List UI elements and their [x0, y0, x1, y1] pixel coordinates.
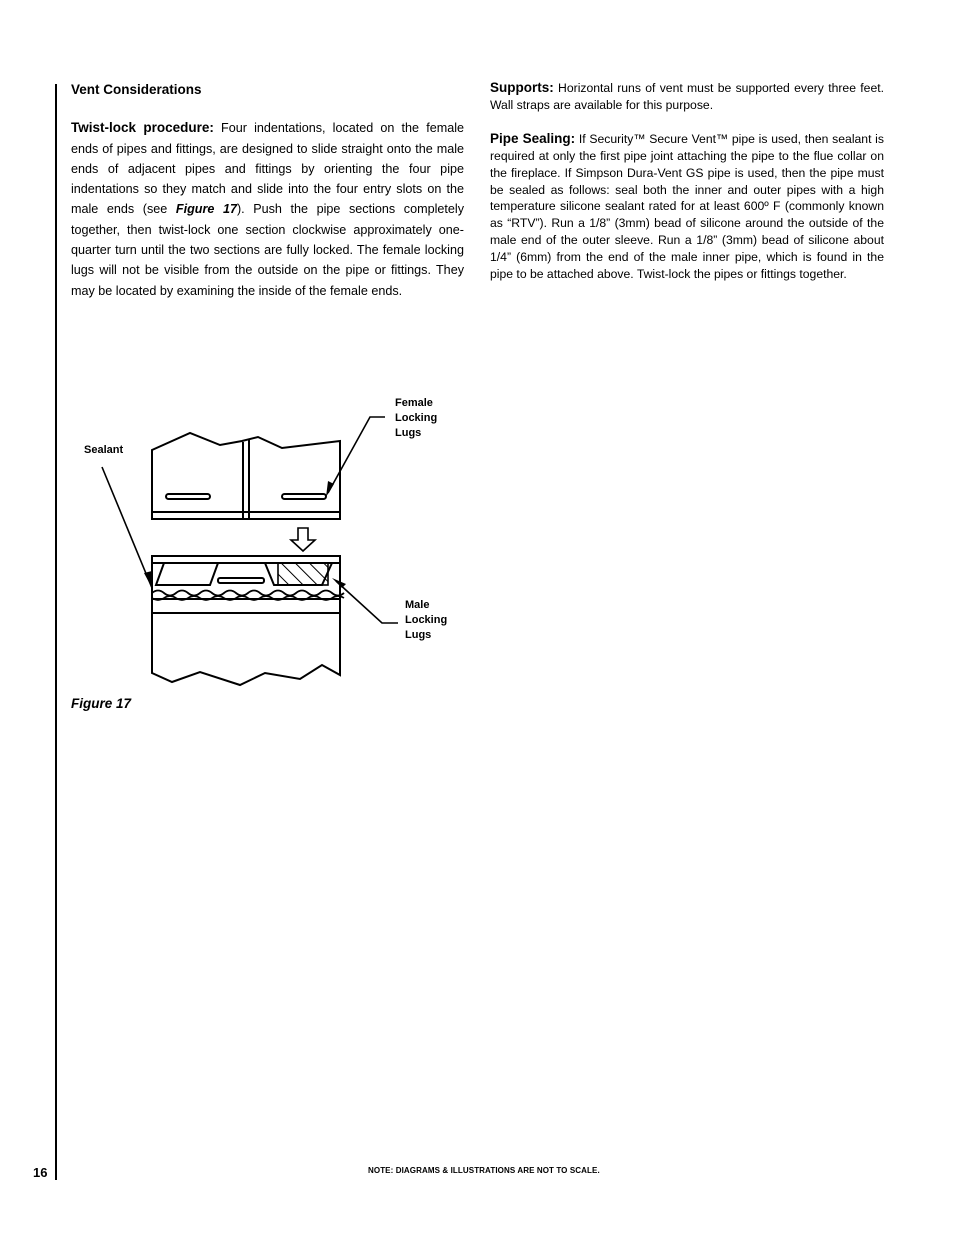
sealant-label: Sealant — [84, 444, 124, 456]
right-column — [490, 80, 884, 283]
figure-17-diagram — [60, 385, 480, 695]
pipe-sealing-heading: Pipe Sealing: — [490, 130, 576, 146]
figure-caption: Figure 17 — [71, 696, 132, 711]
page-number: 16 — [33, 1165, 48, 1180]
supports-body: Horizontal runs of vent must be supported every three feet. Wall straps are available for this purpose. — [490, 81, 884, 112]
male-locking-lugs-label: Male Locking Lugs — [405, 599, 448, 641]
twist-lock-body-2: ). Push the pipe sections completely together, then twist-lock one section clockwise approximately one-quarter turn until the two sections are fully locked. The female locking lugs will not be visible from the outside on the pipe or fittings. They may be located by examining the inside of the female ends. — [71, 202, 464, 298]
twist-lock-heading: Twist-lock procedure: — [71, 120, 214, 136]
margin-rule — [55, 84, 57, 1179]
supports-heading: Supports: — [490, 80, 554, 95]
scale-note: NOTE: DIAGRAMS & ILLUSTRATIONS ARE NOT TO SCALE. — [368, 1166, 600, 1175]
pipe-sealing-paragraph — [490, 131, 884, 283]
female-pipe-outline — [152, 433, 340, 519]
figure-reference: Figure 17 — [175, 202, 237, 217]
down-arrow-icon — [291, 528, 315, 551]
female-locking-lugs-label: Female Locking Lugs — [395, 397, 438, 439]
left-column — [71, 80, 464, 301]
twist-lock-body-1: Four indentations, located on the female ends of pipes and fittings, are designed to slide straight onto the male ends of adjacent pipes and fittings by orienting the four pipe indentations so they match and slide into the four entry slots on the male ends (see — [71, 121, 464, 217]
supports-paragraph — [490, 80, 884, 114]
pipe-sealing-body: If Security™ Secure Vent™ pipe is used, then sealant is required at only the first pipe joint attaching the pipe to the flue collar on the fireplace. If Simpson Dura-Vent GS pipe is used, then the pipe must be sealed as follows: seal both the inner and outer pipes with a high temperature silicone sealant rated for at least 600º F (commonly known as “RTV”). Run a 1/8” (3mm) bead of silicone around the outside of the male end of the outer sleeve. Run a 1/8” (3mm) bead of silicone about 1/4” (6mm) from the end of the male inner pipe, which is found in the pipe to be attached above. Twist-lock the pipes or fittings together. — [490, 131, 884, 282]
page-tick — [55, 1160, 57, 1180]
twist-lock-paragraph — [71, 118, 464, 301]
section-title: Vent Considerations — [71, 82, 202, 97]
